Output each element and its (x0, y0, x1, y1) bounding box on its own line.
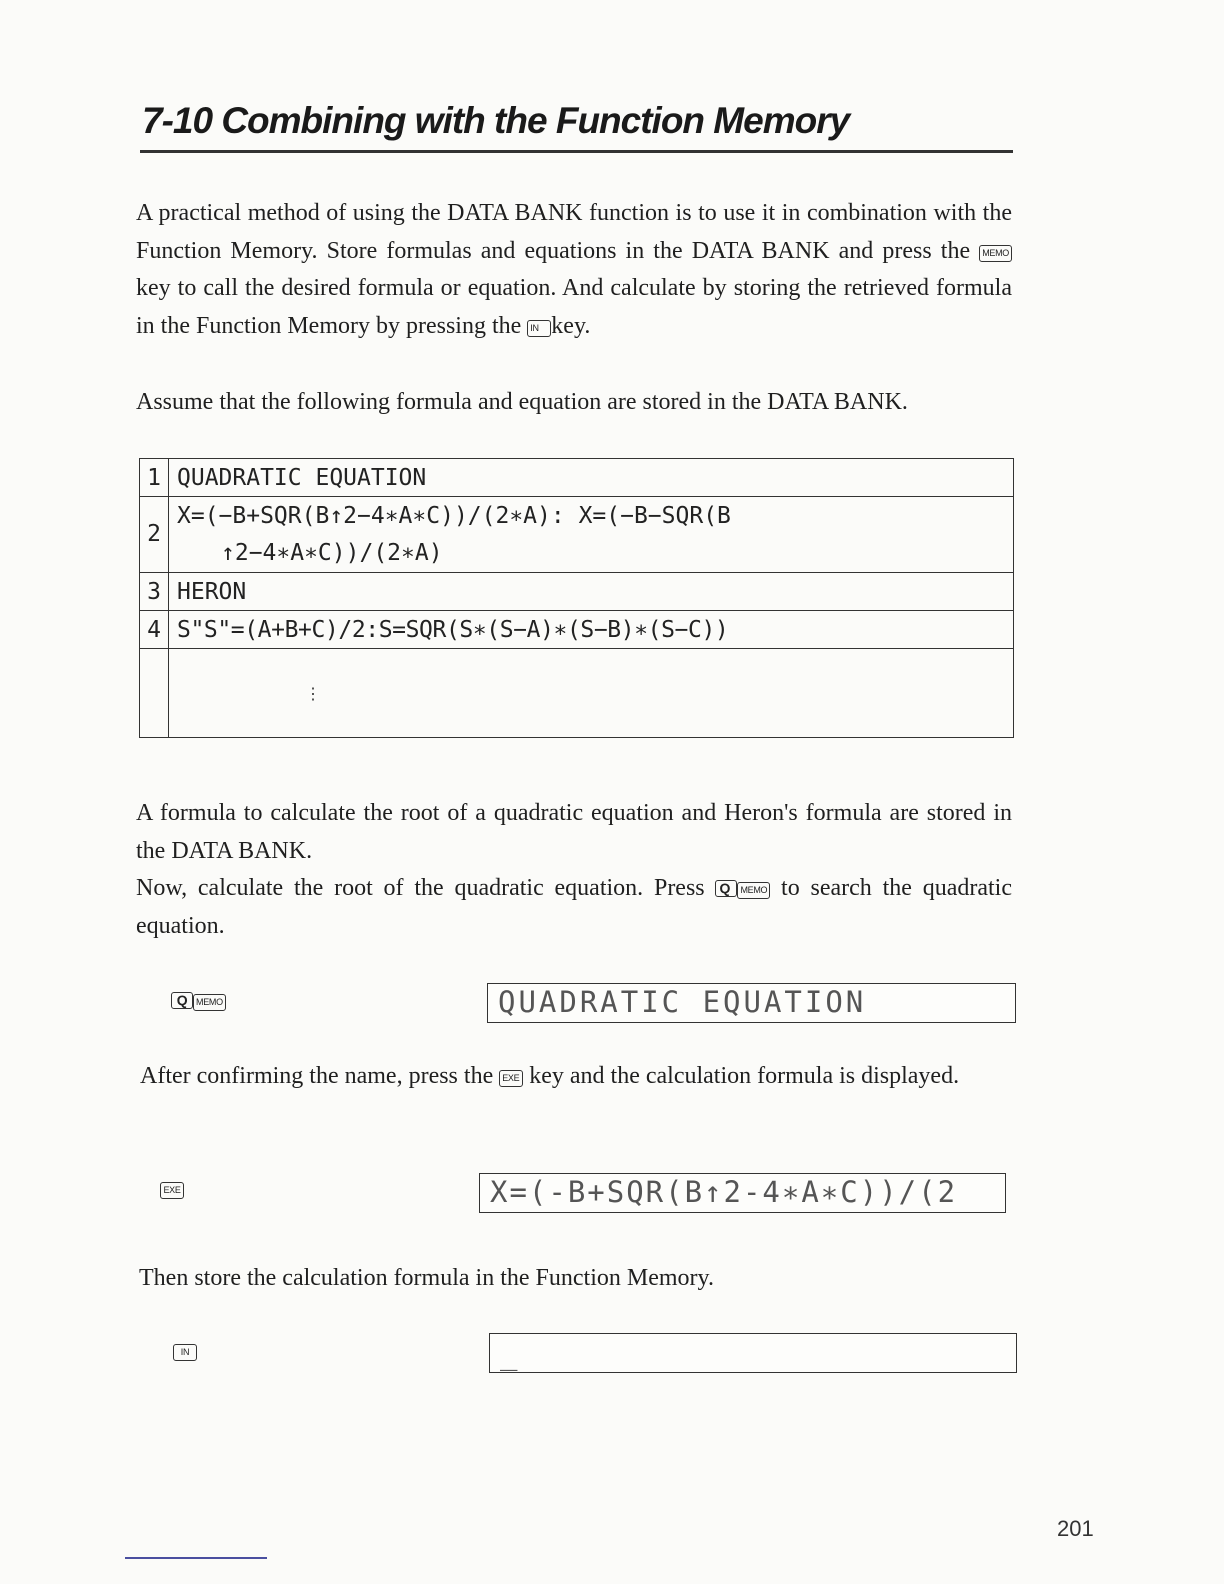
memo-key-icon: MEMO (193, 994, 226, 1011)
lcd-display-name: QUADRATIC EQUATION (487, 983, 1016, 1023)
exe-key-icon: EXE (499, 1070, 523, 1087)
row-number: 2 (140, 497, 169, 573)
table-row (140, 649, 1014, 738)
intro-text-c: key. (551, 312, 591, 339)
search-text-a: Now, calculate the root of the quadratic equation. Press (136, 875, 705, 901)
in-key-icon: IN (527, 320, 551, 337)
in-key-icon: IN (173, 1344, 197, 1361)
store-paragraph: Then store the calculation formula in the Function Memory. (139, 1265, 714, 1291)
q-key-icon: Q (171, 992, 193, 1009)
exe-key-icon: EXE (160, 1182, 184, 1199)
step3-keys (173, 1344, 197, 1362)
table-row (140, 573, 1014, 611)
search-paragraph (136, 870, 1012, 945)
row-text: HERON (169, 573, 1014, 611)
confirm-text-b: key and the calculation formula is displayed. (529, 1063, 960, 1089)
q-key-icon: Q (715, 880, 737, 897)
intro-text-a: A practical method of using the DATA BANK function is to use it in combination with the Function Memory. Store formulas and equations in the DATA BANK and press the (136, 200, 1012, 264)
confirm-text-a: After confirming the name, press the (140, 1063, 494, 1089)
intro-text-b: key to call the desired formula or equation. And calculate by storing the retrieved formula in the Function Memory by pressing the (136, 275, 1012, 339)
lcd-display-formula: X=(-B+SQR(B↑2-4∗A∗C))/(2 (479, 1173, 1006, 1213)
row-text: S"S"=(A+B+C)/2:S=SQR(S∗(S−A)∗(S−B)∗(S−C)) (169, 611, 1014, 649)
title-underline (140, 150, 1013, 153)
assume-paragraph: Assume that the following formula and equation are stored in the DATA BANK. (136, 389, 908, 415)
table-row (140, 611, 1014, 649)
table-row (140, 459, 1014, 497)
continuation-dots: ⋮ (305, 683, 321, 703)
row-number: 3 (140, 573, 169, 611)
section-title: 7-10 Combining with the Function Memory (142, 100, 850, 141)
stored-paragraph: A formula to calculate the root of a quadratic equation and Heron's formula are stored in the DATA BANK. (136, 800, 1012, 864)
memo-key-icon: MEMO (737, 882, 770, 899)
confirm-paragraph (140, 1058, 1013, 1096)
lcd-display-cursor: _ (489, 1333, 1017, 1373)
step2-keys (160, 1182, 184, 1200)
data-bank-table (139, 458, 1014, 738)
footer-rule (125, 1557, 267, 1559)
page-number: 201 (1057, 1516, 1094, 1541)
row-text-line2: ↑2−4∗A∗C))/(2∗A) (221, 539, 443, 566)
row-text-line1: X=(−B+SQR(B↑2−4∗A∗C))/(2∗A): X=(−B−SQR(B (177, 502, 731, 529)
intro-paragraph (136, 195, 1012, 345)
search-text-b: to search the quadratic equation. (136, 875, 1012, 939)
table-row (140, 497, 1014, 573)
row-text (169, 497, 1014, 573)
row-number: 1 (140, 459, 169, 497)
row-text: QUADRATIC EQUATION (169, 459, 1014, 497)
memo-key-icon: MEMO (979, 245, 1012, 262)
step1-keys (171, 992, 226, 1012)
row-number: 4 (140, 611, 169, 649)
